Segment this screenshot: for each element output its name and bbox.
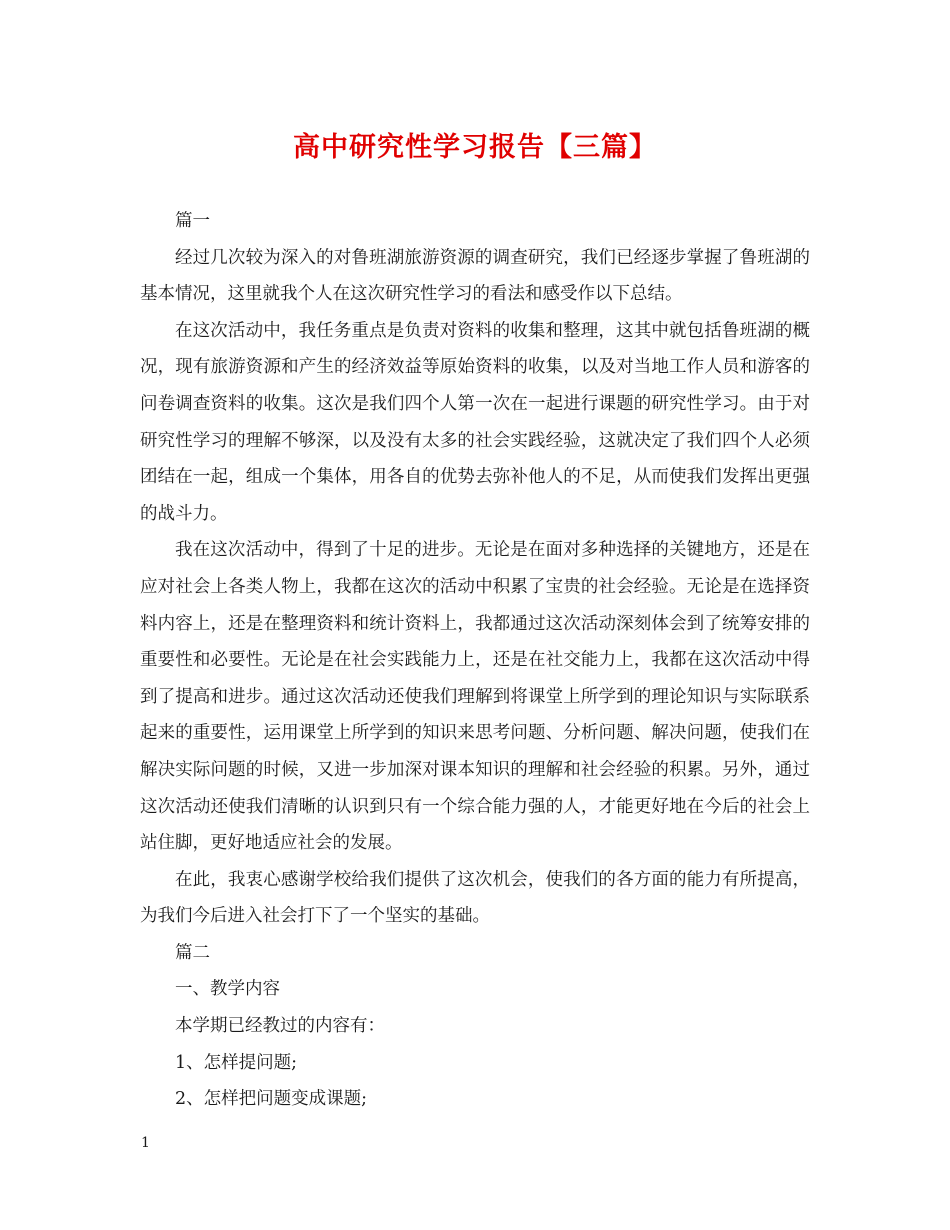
paragraph: 经过几次较为深入的对鲁班湖旅游资源的调查研究，我们已经逐步掌握了鲁班湖的基本情况，这里就我个人在这次研究性学习的看法和感受作以下总结。 <box>140 247 810 305</box>
paragraph: 本学期已经教过的内容有： <box>175 1016 385 1037</box>
document-title: 高中研究性学习报告【三篇】 <box>293 132 657 163</box>
paragraph: 在此，我衷心感谢学校给我们提供了这次机会，使我们的各方面的能力有所提高，为我们今后进入社会打下了一个坚实的基础。 <box>140 869 810 927</box>
paragraph: 在这次活动中，我任务重点是负责对资料的收集和整理，这其中就包括鲁班湖的概况，现有旅游资源和产生的经济效益等原始资料的收集，以及对当地工作人员和游客的问卷调查资料的收集。这次是我们四个人第一次在一起进行课题的研究性学习。由于对研究性学习的理解不够深，以及没有太多的社会实践经验，这就决定了我们四个人必须团结在一起，组成一个集体，用各自的优势去弥补他人的不足，从而使我们发挥出更强的战斗力。 <box>140 320 810 524</box>
subheading: 一、教学内容 <box>175 979 280 1000</box>
section-heading-2: 篇二 <box>175 942 210 963</box>
document-body <box>140 203 810 1118</box>
section-heading-1: 篇一 <box>175 211 210 231</box>
paragraph: 我在这次活动中，得到了十足的进步。无论是在面对多种选择的关键地方，还是在应对社会上各类人物上，我都在这次的活动中积累了宝贵的社会经验。无论是在选择资料内容上，还是在整理资料和统计资料上，我都通过这次活动深刻体会到了统筹安排的重要性和必要性。无论是在社会实践能力上，还是在社交能力上，我都在这次活动中得到了提高和进步。通过这次活动还使我们理解到将课堂上所学到的理论知识与实际联系起来的重要性，运用课堂上所学到的知识来思考问题、分析问题、解决问题，使我们在解决实际问题的时候，又进一步加深对课本知识的理解和社会经验的积累。另外，通过这次活动还使我们清晰的认识到只有一个综合能力强的人，才能更好地在今后的社会上站住脚，更好地适应社会的发展。 <box>140 540 810 854</box>
page-number: 1 <box>141 1135 150 1151</box>
list-item: 2、怎样把问题变成课题; <box>175 1089 368 1110</box>
list-item: 1、怎样提问题; <box>175 1052 298 1073</box>
